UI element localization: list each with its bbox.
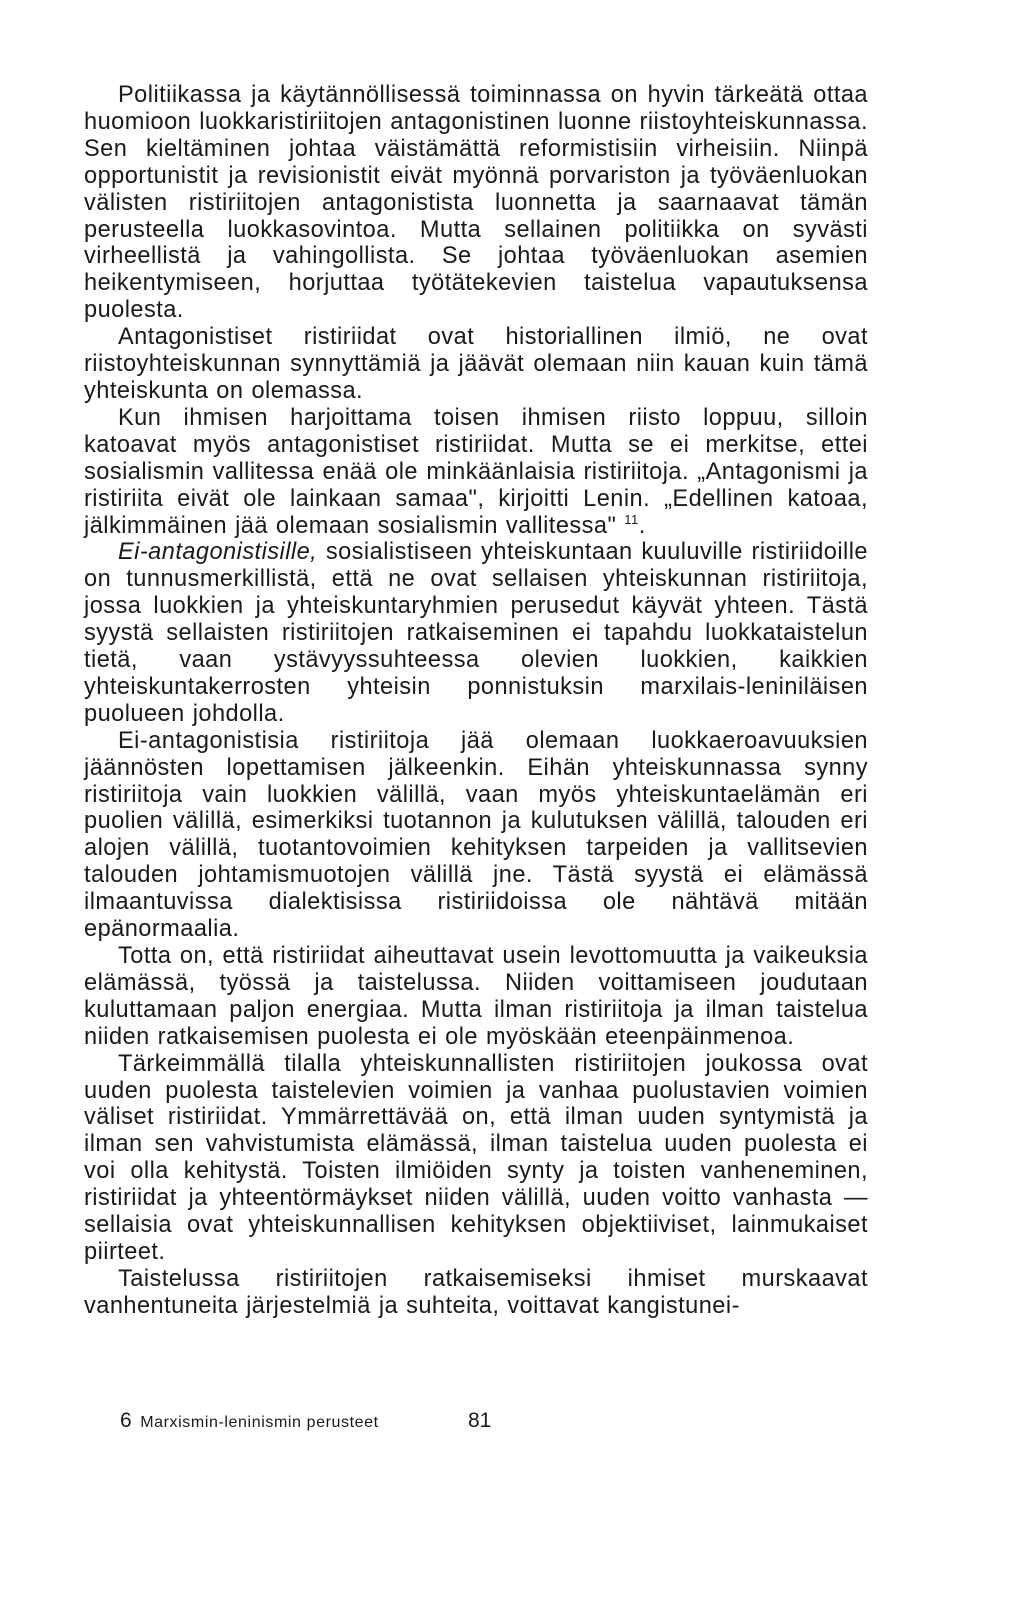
paragraph-4: [84, 539, 868, 727]
paragraph-7: Tärkeimmällä tilalla yhteiskunnallisten ristiriitojen joukossa ovat uuden puolesta taistelevien voimien ja vanhaa puolustavien voimien väliset ristiriidat. Ymmärrettävää on, että ilman uuden syntymistä ja ilman sen vahvistumista elämässä, ilman taistelua uuden puolesta ei voi olla kehitystä. Toisten ilmiöiden synty ja toisten vanheneminen, ristiriidat ja yhteentörmäykset niiden välillä, uuden voitto vanhasta — sellaisia ovat yhteiskunnallisen kehityksen objektiiviset, lainmukaiset piirteet.: [84, 1050, 868, 1265]
paragraph-3: Kun ihmisen harjoittama toisen ihmisen riisto loppuu, silloin katoavat myös antagonistiset ristiriidat. Mutta se ei merkitse, ettei sosialismin vallitessa enää ole minkäänlaisia ristiriitoja. „Antagonismi ja ristiriita eivät ole lainkaan samaa", kirjoitti Lenin. „Edellinen katoaa, jälkimmäinen jää olemaan sosialismin vallitessa" $^{11}$.: [84, 404, 868, 539]
paragraph-5: Ei-antagonistisia ristiriitoja jää olemaan luokkaeroavuuksien jäännösten lopettamisen jälkeenkin. Eihän yhteiskunnassa synny ristiriitoja vain luokkien välillä, vaan myös yhteiskuntaelämän eri puolien välillä, esimerkiksi tuotannon ja kulutuksen välillä, talouden eri alojen välillä, tuotantovoimien kehityksen tarpeiden ja vallitsevien talouden johtamismuotojen välillä jne. Tästä syystä ei elämässä ilmaantuvissa dialektisissa ristiriidoissa ole nähtävä mitään epänormaalia.: [84, 727, 868, 943]
paragraph-1: Politiikassa ja käytännöllisessä toiminnassa on hyvin tärkeätä ottaa huomioon luokkaristiriitojen antagonistinen luonne riistoyhteiskunnassa. Sen kieltäminen johtaa väistämättä reformistisiin virheisiin. Niinpä opportunistit ja revisionistit eivät myönnä porvariston ja työväenluokan välisten ristiriitojen antagonistista luonnetta ja saarnaavat tämän perusteella luokkasovintoa. Mutta sellainen politiikka on syvästi virheellistä ja vahingollista. Se johtaa työväenluokan asemien heikentymiseen, horjuttaa työtätekevien taistelua vapautuksensa puolesta.: [84, 82, 868, 324]
paragraph-6: Totta on, että ristiriidat aiheuttavat usein levottomuutta ja vaikeuksia elämässä, työssä ja taistelussa. Niiden voittamiseen joudutaan kuluttamaan paljon energiaa. Mutta ilman ristiriitoja ja ilman taistelua niiden ratkaisemisen puolesta ei ole myöskään eteenpäinmenoa.: [84, 943, 868, 1050]
page-text-block: [84, 82, 868, 1320]
page-footer: [120, 1409, 520, 1433]
paragraph-8: Taistelussa ristiriitojen ratkaisemiseksi ihmiset murskaavat vanhentuneita järjestelmiä ja suhteita, voittavat kangistunei-: [84, 1265, 868, 1319]
paragraph-4-text: sosialistiseen yhteiskuntaan kuuluville ristiriidoille on tunnusmerkillistä, että ne ovat sellaisen yhteiskunnan ristiriitoja, jossa luokkien ja yhteiskuntaryhmien perusedut käyvät yhteen. Tästä syystä sellaisten ristiriitojen ratkaiseminen ei tapahdu luokkataistelun tietä, vaan ystävyyssuhteessa olevien luokkien, kaikkien yhteiskuntakerrosten yhteisin ponnistuksin marxilais-leniniläisen puolueen johdolla.: [84, 539, 868, 727]
footnote-reference: 11: [624, 511, 639, 527]
signature-number: 6: [120, 1409, 133, 1432]
page-number: 81: [468, 1409, 492, 1432]
paragraph-2: Antagonistiset ristiriidat ovat historiallinen ilmiö, ne ovat riistoyhteiskunnan synnyttämiä ja jäävät olemaan niin kauan kuin tämä yhteiskunta on olemassa.: [84, 324, 868, 404]
signature-text: Marxismin-leninismin perusteet: [140, 1414, 379, 1431]
printer-signature: [120, 1409, 379, 1433]
italic-lead: Ei-antagonistisille,: [118, 539, 318, 566]
paragraph-3-text: Kun ihmisen harjoittama toisen ihmisen riisto loppuu, silloin katoavat myös antagonistiset ristiriidat. Mutta se ei merkitse, ettei sosialismin vallitessa enää ole minkäänlaisia ristiriitoja. „Antagonismi ja ristiriita eivät ole lainkaan samaa", kirjoitti Lenin. „Edellinen katoaa, jälkimmäinen jää olemaan sosialismin vallitessa": [84, 404, 868, 539]
